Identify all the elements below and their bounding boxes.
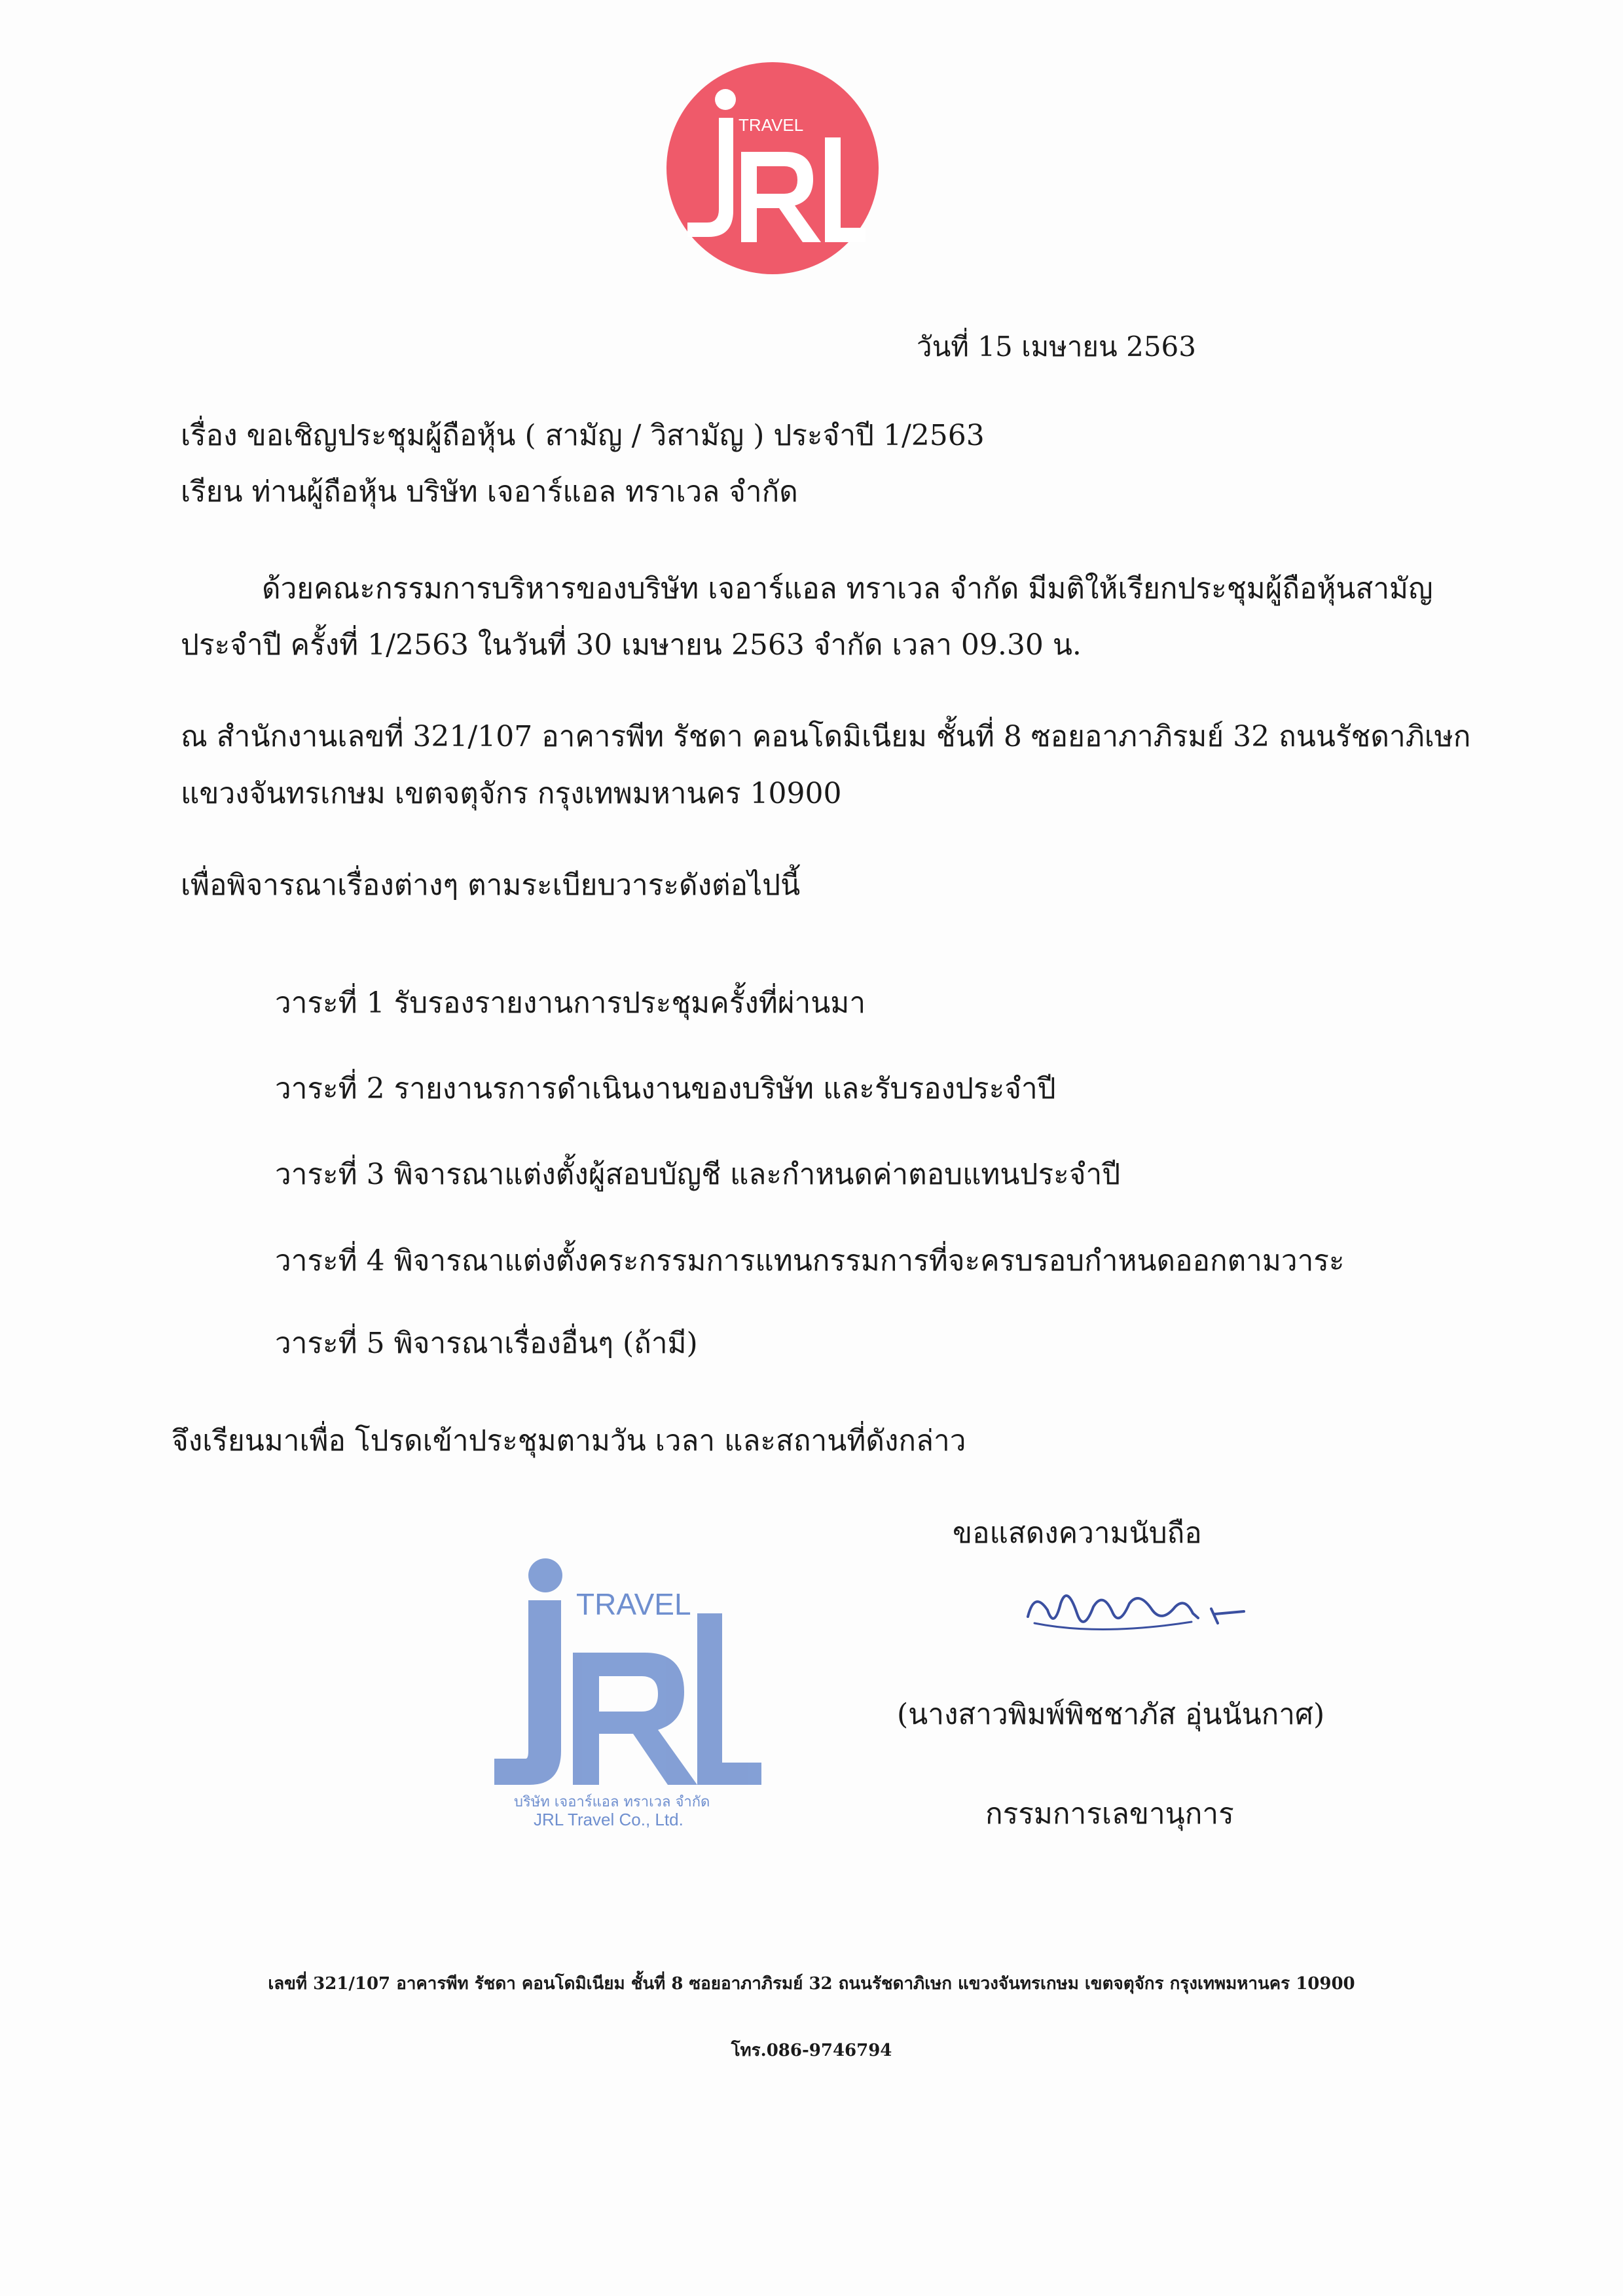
footer-phone: โทร.086-9746794 bbox=[731, 2041, 892, 2060]
signer-position: กรรมการเลขานุการ bbox=[985, 1797, 1234, 1831]
stamp-word: TRAVEL bbox=[576, 1587, 691, 1621]
letter-recipient: เรียน ท่านผู้ถือหุ้น บริษัท เจอาร์แอล ทราเวล จำกัด bbox=[181, 475, 798, 509]
agenda-item-4: วาระที่ 4 พิจารณาแต่งตั้งคระกรรมการแทนกรรมการที่จะครบรอบกำหนดออกตามวาระ bbox=[275, 1244, 1345, 1278]
agenda-item-2: วาระที่ 2 รายงานรการดำเนินงานของบริษัท และรับรองประจำปี bbox=[275, 1072, 1056, 1105]
company-logo bbox=[661, 60, 884, 276]
closing-line: จึงเรียนมาเพื่อ โปรดเข้าประชุมตามวัน เวลา และสถานที่ดังกล่าว bbox=[172, 1424, 966, 1458]
body-paragraph-1-line-2: ประจำปี ครั้งที่ 1/2563 ในวันที่ 30 เมษายน 2563 จำกัด เวลา 09.30 น. bbox=[181, 628, 1082, 662]
body-paragraph-3: เพื่อพิจารณาเรื่องต่างๆ ตามระเบียบวาระดังต่อไปนี้ bbox=[181, 869, 801, 902]
body-paragraph-2-line-1: ณ สำนักงานเลขที่ 321/107 อาคารพีท รัชดา คอนโดมิเนียม ชั้นที่ 8 ซอยอาภาภิรมย์ 32 ถนนรัชดาภิเษก bbox=[181, 720, 1471, 753]
body-paragraph-1-line-1: ด้วยคณะกรรมการบริหารของบริษัท เจอาร์แอล ทราเวล จำกัด มีมติให้เรียกประชุมผู้ถือหุ้นสามัญ bbox=[262, 572, 1433, 605]
agenda-item-5: วาระที่ 5 พิจารณาเรื่องอื่นๆ (ถ้ามี) bbox=[275, 1327, 698, 1360]
agenda-item-1: วาระที่ 1 รับรองรายงานการประชุมครั้งที่ผ่านมา bbox=[275, 986, 866, 1020]
letter-date: วันที่ 15 เมษายน 2563 bbox=[917, 331, 1196, 363]
stamp-english-name: JRL Travel Co., Ltd. bbox=[534, 1810, 684, 1829]
company-stamp bbox=[481, 1554, 769, 1836]
letter-subject: เรื่อง ขอเชิญประชุมผู้ถือหุ้น ( สามัญ / วิสามัญ ) ประจำปี 1/2563 bbox=[181, 419, 985, 452]
body-paragraph-2-line-2: แขวงจันทรเกษม เขตจตุจักร กรุงเทพมหานคร 10900 bbox=[181, 777, 842, 810]
logo-subtext: TRAVEL bbox=[739, 115, 804, 135]
signer-name: (นางสาวพิมพ์พิชชาภัส อุ่นนันกาศ) bbox=[897, 1698, 1325, 1731]
handwritten-signature bbox=[1021, 1577, 1257, 1649]
agenda-item-3: วาระที่ 3 พิจารณาแต่งตั้งผู้สอบบัญชี และกำหนดค่าตอบแทนประจำปี bbox=[275, 1158, 1121, 1191]
regards: ขอแสดงความนับถือ bbox=[953, 1516, 1202, 1550]
footer-address: เลขที่ 321/107 อาคารพีท รัชดา คอนโดมิเนียม ชั้นที่ 8 ซอยอาภาภิรมย์ 32 ถนนรัชดาภิเษก แขวงจันทรเกษม เขตจตุจักร กรุงเทพมหานคร 10900 bbox=[268, 1974, 1355, 1994]
stamp-thai-name: บริษัท เจอาร์แอล ทราเวล จำกัด bbox=[514, 1794, 710, 1810]
